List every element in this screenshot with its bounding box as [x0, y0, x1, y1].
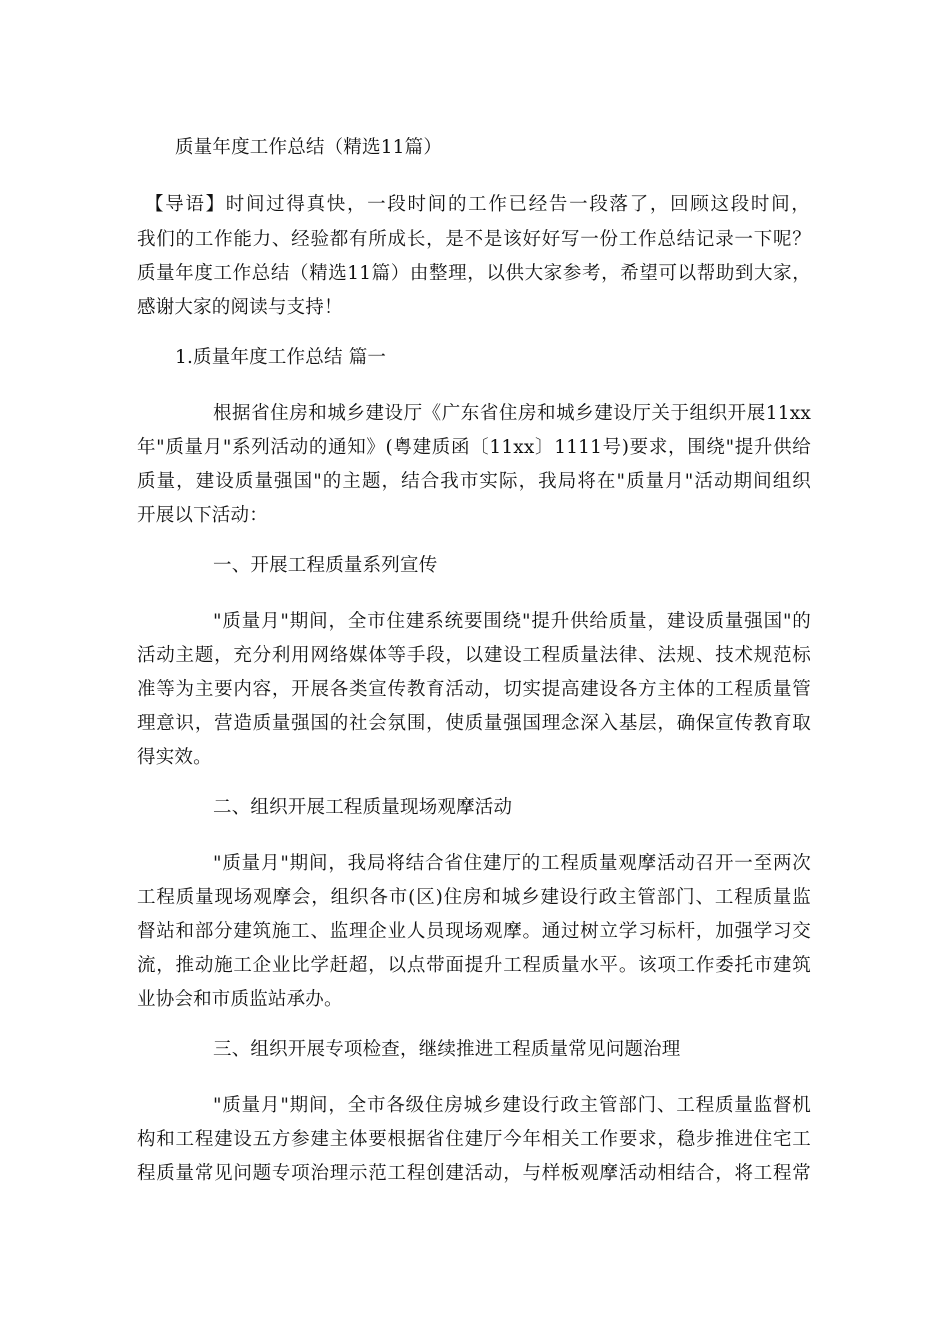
paragraph-line: 流，推动施工企业比学赶超，以点带面提升工程质量水平。该项工作委托市建筑	[137, 955, 811, 976]
paragraph-line: "质量月"期间，全市各级住房城乡建设行政主管部门、工程质量监督机	[213, 1095, 811, 1116]
intro-line: 我们的工作能力、经验都有所成长，是不是该好好写一份工作总结记录一下呢？	[137, 229, 811, 250]
paragraph-line: 工程质量现场观摩会，组织各市(区)住房和城乡建设行政主管部门、工程质量监	[137, 887, 811, 908]
paragraph-line: 得实效。	[137, 747, 212, 768]
heading-3: 三、组织开展专项检查，继续推进工程质量常见问题治理	[213, 1039, 681, 1060]
paragraph-line: 程质量常见问题专项治理示范工程创建活动，与样板观摩活动相结合，将工程常	[137, 1163, 811, 1184]
intro-line: 【导语】时间过得真快，一段时间的工作已经告一段落了，回顾这段时间，	[145, 194, 810, 215]
paragraph-line: 构和工程建设五方参建主体要根据省住建厅今年相关工作要求，稳步推进住宅工	[137, 1129, 811, 1150]
heading-2: 二、组织开展工程质量现场观摩活动	[213, 797, 513, 818]
paragraph-line: 准等为主要内容，开展各类宣传教育活动，切实提高建设各方主体的工程质量管	[137, 679, 811, 700]
paragraph-line: 根据省住房和城乡建设厅《广东省住房和城乡建设厅关于组织开展11xx	[213, 403, 811, 424]
paragraph-line: "质量月"期间，我局将结合省住建厅的工程质量观摩活动召开一至两次	[213, 853, 811, 874]
intro-line: 质量年度工作总结（精选11篇）由整理，以供大家参考，希望可以帮助到大家，	[137, 263, 811, 284]
paragraph-line: 开展以下活动：	[137, 505, 268, 526]
paragraph-line: 理意识，营造质量强国的社会氛围，使质量强国理念深入基层，确保宣传教育取	[137, 713, 811, 734]
paragraph-line: 质量，建设质量强国"的主题，结合我市实际，我局将在"质量月"活动期间组织	[137, 471, 811, 492]
intro-line: 感谢大家的阅读与支持！	[137, 297, 343, 318]
section-title: 1.质量年度工作总结 篇一	[175, 347, 387, 368]
paragraph-line: 业协会和市质监站承办。	[137, 989, 343, 1010]
paragraph-line: 活动主题，充分利用网络媒体等手段，以建设工程质量法律、法规、技术规范标	[137, 645, 811, 666]
document-title: 质量年度工作总结（精选11篇）	[175, 137, 443, 158]
paragraph-line: 督站和部分建筑施工、监理企业人员现场观摩。通过树立学习标杆，加强学习交	[137, 921, 811, 942]
paragraph-line: "质量月"期间，全市住建系统要围绕"提升供给质量，建设质量强国"的	[213, 611, 811, 632]
paragraph-line: 年"质量月"系列活动的通知》(粤建质函〔11xx〕1111号)要求，围绕"提升供给	[137, 437, 811, 458]
heading-1: 一、开展工程质量系列宣传	[213, 555, 438, 576]
